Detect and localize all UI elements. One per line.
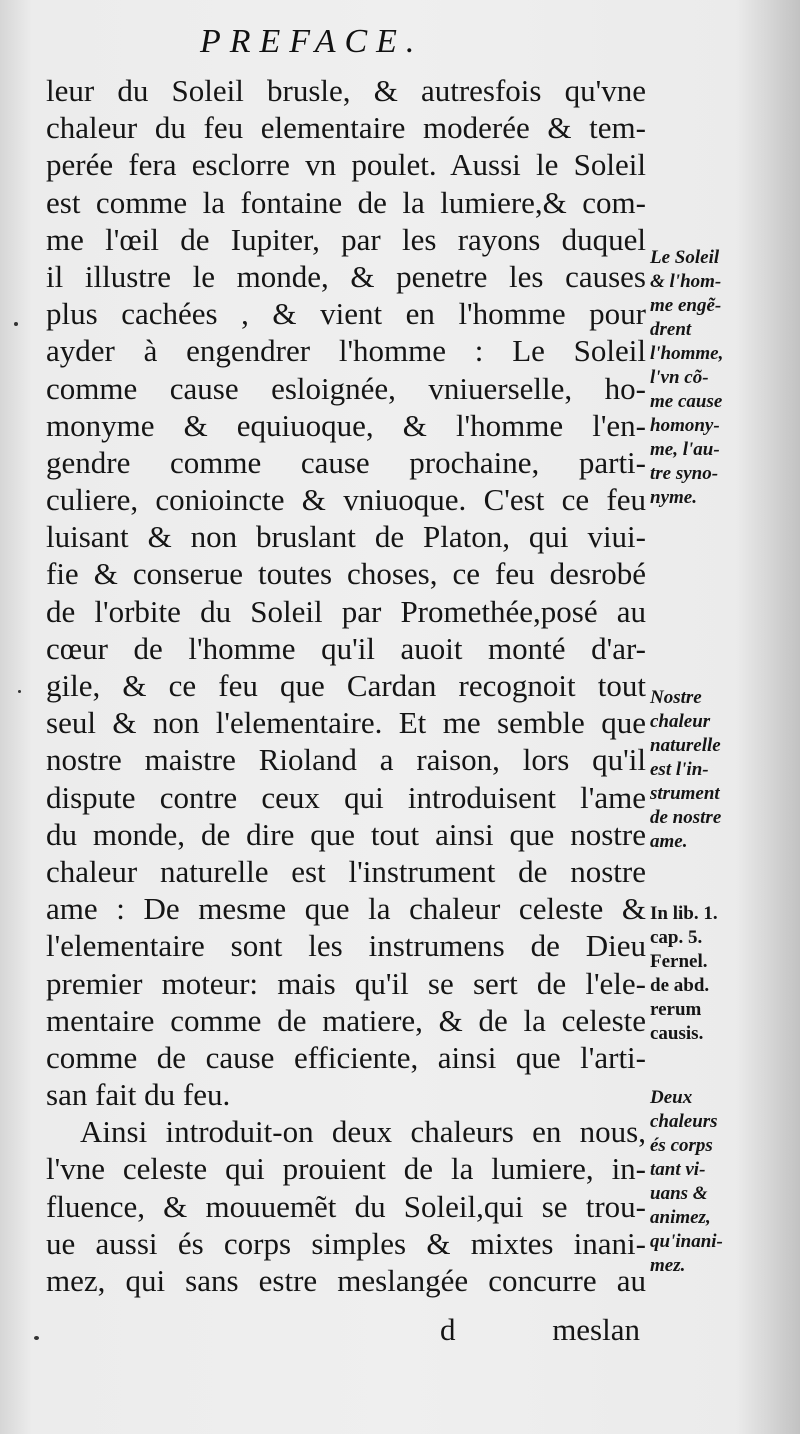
note-line: ame. — [650, 831, 688, 852]
text-line: me l'œil de Iupiter, par les rayons duquel — [46, 221, 646, 257]
body-text — [46, 72, 646, 1299]
text-line: du monde, de dire que tout ainsi que nostre — [46, 816, 646, 852]
note-line: & l'hom- — [650, 271, 722, 292]
note-line: Deux — [650, 1087, 693, 1108]
note-line: me cause — [650, 391, 723, 412]
note-line: mez. — [650, 1255, 686, 1276]
text-line: l'vne celeste qui prouient de la lumiere, in- — [46, 1151, 646, 1187]
margin-note-soleil — [650, 246, 780, 510]
note-line: uans & — [650, 1183, 708, 1204]
text-line: gendre comme cause prochaine, parti- — [46, 444, 646, 480]
text-line: comme de cause efficiente, ainsi que l'arti- — [46, 1039, 646, 1075]
catchword: meslan — [552, 1312, 640, 1347]
note-line: és corps — [650, 1135, 713, 1156]
signature-mark: d — [440, 1312, 456, 1347]
text-line: monyme & equiuoque, & l'homme l'en- — [46, 407, 646, 443]
text-line: chaleur naturelle est l'instrument de nostre — [46, 853, 646, 889]
note-line: Le Soleil — [650, 247, 720, 268]
note-line: me, l'au- — [650, 439, 720, 460]
note-line: drent — [650, 319, 692, 340]
margin-note-chaleur — [650, 686, 780, 854]
note-line: chaleurs — [650, 1111, 718, 1132]
text-line-paragraph-end: san fait du feu. — [46, 1077, 231, 1113]
margin-note-reference — [650, 902, 780, 1046]
text-line: premier moteur: mais qu'il se sert de l'ele- — [46, 965, 646, 1001]
text-line: comme cause esloignée, vniuerselle, ho- — [46, 370, 646, 406]
text-line: perée fera esclorre vn poulet. Aussi le Soleil — [46, 147, 646, 183]
text-line: est comme la fontaine de la lumiere,& com- — [46, 184, 646, 220]
text-line: de l'orbite du Soleil par Promethée,posé au — [46, 593, 646, 629]
text-line: nostre maistre Rioland a raison, lors qu'il — [46, 742, 646, 778]
text-line: culiere, conioincte & vniuoque. C'est ce feu — [46, 482, 646, 518]
text-line: mez, qui sans estre meslangée concurre au — [46, 1263, 646, 1298]
note-line: strument — [650, 783, 720, 804]
running-head: PREFACE. — [200, 23, 424, 60]
note-line: tre syno- — [650, 463, 719, 484]
text-line: dispute contre ceux qui introduisent l'ame — [46, 779, 646, 815]
text-line: seul & non l'elementaire. Et me semble que — [46, 705, 646, 741]
note-line: me engẽ- — [650, 295, 722, 316]
margin-note-deux-chaleurs — [650, 1086, 780, 1278]
text-line-paragraph-start: Ainsi introduit-on deux chaleurs en nous, — [80, 1114, 646, 1150]
ink-speck — [14, 322, 18, 326]
note-line: cap. 5. — [650, 927, 703, 948]
note-line: l'homme, — [650, 343, 724, 364]
text-line: ue aussi és corps simples & mixtes inani- — [46, 1225, 646, 1261]
note-line: Fernel. — [650, 951, 708, 972]
note-line: rerum — [650, 999, 702, 1020]
note-line: de nostre — [650, 807, 722, 828]
note-line: de abd. — [650, 975, 710, 996]
text-line: luisant & non bruslant de Platon, qui viui- — [46, 519, 646, 555]
ink-speck — [34, 1336, 39, 1340]
ink-speck — [18, 690, 21, 693]
text-line: leur du Soleil brusle, & autresfois qu'vne — [46, 73, 646, 108]
note-line: est l'in- — [650, 759, 709, 780]
note-line: In lib. 1. — [650, 903, 718, 924]
note-line: tant vi- — [650, 1159, 706, 1180]
note-line: nyme. — [650, 487, 697, 508]
note-line: causis. — [650, 1023, 704, 1044]
text-line: gile, & ce feu que Cardan recognoit tout — [46, 668, 646, 703]
page-footer — [440, 1312, 640, 1352]
text-line: plus cachées , & vient en l'homme pour — [46, 296, 646, 332]
text-line: l'elementaire sont les instrumens de Dieu — [46, 928, 646, 964]
text-line: ame : De mesme que la chaleur celeste & — [46, 891, 646, 927]
text-line: mentaire comme de matiere, & de la celeste — [46, 1002, 646, 1038]
note-line: naturelle — [650, 735, 721, 756]
text-line: fluence, & mouuemẽt du Soleil,qui se trou- — [46, 1188, 646, 1224]
text-line: ayder à engendrer l'homme : Le Soleil — [46, 333, 646, 369]
text-line: fie & conserue toutes choses, ce feu desrobé — [46, 556, 646, 592]
note-line: Nostre — [650, 687, 702, 708]
text-line: chaleur du feu elementaire moderée & tem- — [46, 110, 646, 146]
note-line: homony- — [650, 415, 720, 436]
note-line: chaleur — [650, 711, 711, 732]
text-line: il illustre le monde, & penetre les causes — [46, 258, 646, 294]
note-line: qu'inani- — [650, 1231, 723, 1252]
note-line: l'vn cõ- — [650, 367, 709, 388]
note-line: animez, — [650, 1207, 711, 1228]
text-line: cœur de l'homme qu'il auoit monté d'ar- — [46, 630, 646, 666]
